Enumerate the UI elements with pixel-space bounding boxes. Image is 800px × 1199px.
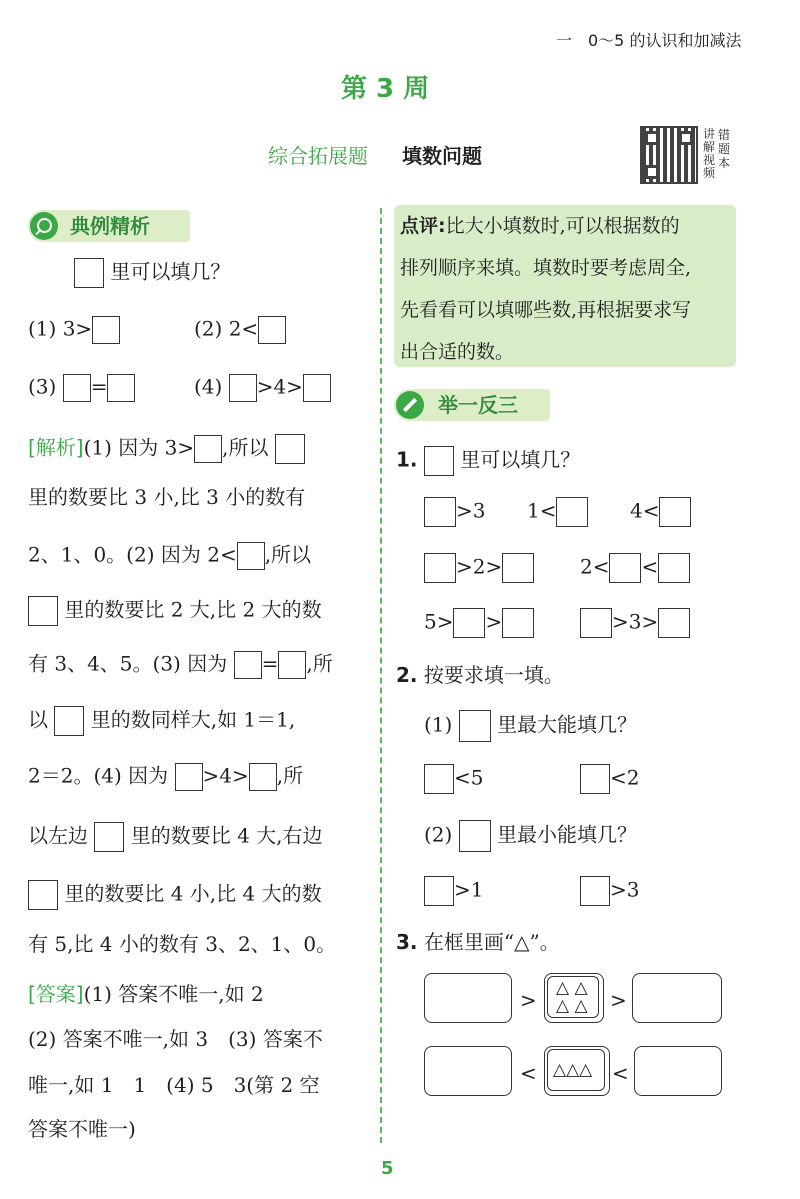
comment-line-2: 排列顺序来填。填数时要考虑周全, (400, 257, 692, 279)
triangle-row-2: △ △ (556, 996, 588, 1016)
example-item-1: (1) 3> (28, 316, 120, 344)
q3-answer-box-1[interactable] (424, 973, 512, 1023)
practice-section-title: 举一反三 (438, 393, 518, 417)
comment-box (394, 205, 736, 367)
q2-sub2: (2) 里最小能填几？ (424, 820, 637, 852)
q1-row3-a: 5> > (424, 608, 534, 638)
analysis-line-10: 有 5,比 4 小的数有 3、2、1、0。 (28, 932, 337, 956)
example-section-header (28, 210, 190, 242)
q3-gt-sign-2: > (610, 988, 627, 1012)
answer-line-1: [答案](1) 答案不唯一,如 2 (28, 982, 264, 1006)
q2-row2-a: >1 (424, 876, 483, 906)
example-item-4: (4) >4> (194, 374, 331, 402)
q3-prompt: 3. 在框里画“△”。 (396, 930, 560, 954)
answer-line-4: 答案不唯一) (28, 1117, 136, 1141)
qr-label-2: 错题本 (718, 128, 731, 170)
triangle-row-1: △ △ (556, 978, 588, 998)
chapter-title: 一 0～5 的认识和加减法 (556, 31, 742, 50)
q2-row2-b: >3 (580, 876, 639, 906)
column-divider (380, 208, 382, 1143)
search-icon (30, 212, 58, 240)
example-section-title: 典例精析 (70, 214, 150, 238)
q2-prompt: 2. 按要求填一填。 (396, 663, 564, 687)
q1-row2-b: 2< < (580, 553, 690, 583)
analysis-line-2: 里的数要比 3 小,比 3 小的数有 (28, 485, 306, 509)
qr-code[interactable] (640, 126, 698, 184)
week-title: 第 3 周 (341, 74, 430, 104)
analysis-line-6: 以 里的数同样大,如 1＝1, (28, 706, 295, 736)
example-item-2: (2) 2< (194, 316, 286, 344)
q1-row2-a: >2> (424, 553, 534, 583)
q2-row1-a: <5 (424, 764, 483, 794)
page-number: 5 (381, 1158, 394, 1179)
comment-line-3: 先看看可以填哪些数,再根据要求写 (400, 299, 692, 321)
answer-line-2: (2) 答案不唯一,如 3 (3) 答案不 (28, 1027, 323, 1051)
q1-row1-a: >3 (424, 497, 485, 527)
analysis-line-3: 2、1、0。(2) 因为 2< ,所以 (28, 542, 311, 570)
analysis-line-9: 里的数要比 4 小,比 4 大的数 (28, 880, 322, 910)
q1-row1-b: 1< (527, 497, 588, 527)
comment-line-1: 点评:比大小填数时,可以根据数的 (400, 215, 680, 237)
example-item-3: (3) = (28, 374, 135, 402)
q3-answer-box-3[interactable] (424, 1046, 512, 1096)
q3-lt-sign: < (520, 1061, 537, 1085)
q1-row1-c: 4< (630, 497, 691, 527)
q2-row1-b: <2 (580, 764, 639, 794)
pencil-icon (396, 391, 424, 419)
q3-lt-sign-2: < (612, 1061, 629, 1085)
example-question: 里可以填几？ (74, 258, 230, 288)
triangle-row-3: △△△ (553, 1060, 593, 1080)
q3-triangle-box-1 (544, 973, 604, 1023)
comment-line-4: 出合适的数。 (400, 341, 515, 363)
category-label: 综合拓展题 (268, 144, 368, 168)
q1-row3-b: >3> (580, 608, 690, 638)
analysis-line-8: 以左边 里的数要比 4 大,右边 (28, 822, 323, 852)
analysis-line-1: [解析](1) 因为 3> ,所以 (28, 434, 305, 464)
analysis-line-7: 2＝2。(4) 因为 >4> ,所 (28, 763, 303, 791)
q3-answer-box-2[interactable] (632, 973, 722, 1023)
qr-label: 讲解视频 (703, 127, 716, 180)
answer-line-3: 唯一,如 1 1 (4) 5 3(第 2 空 (28, 1073, 320, 1097)
q3-gt-sign: > (520, 988, 537, 1012)
q1-prompt: 1. 里可以填几？ (396, 446, 580, 476)
analysis-line-4: 里的数要比 2 大,比 2 大的数 (28, 596, 322, 626)
q3-answer-box-4[interactable] (634, 1046, 722, 1096)
analysis-line-5: 有 3、4、5。(3) 因为 = ,所 (28, 651, 333, 679)
q2-sub1: (1) 里最大能填几？ (424, 710, 637, 742)
q3-triangle-box-2 (544, 1046, 610, 1096)
practice-section-header (394, 389, 550, 421)
topic-label: 填数问题 (402, 144, 482, 168)
